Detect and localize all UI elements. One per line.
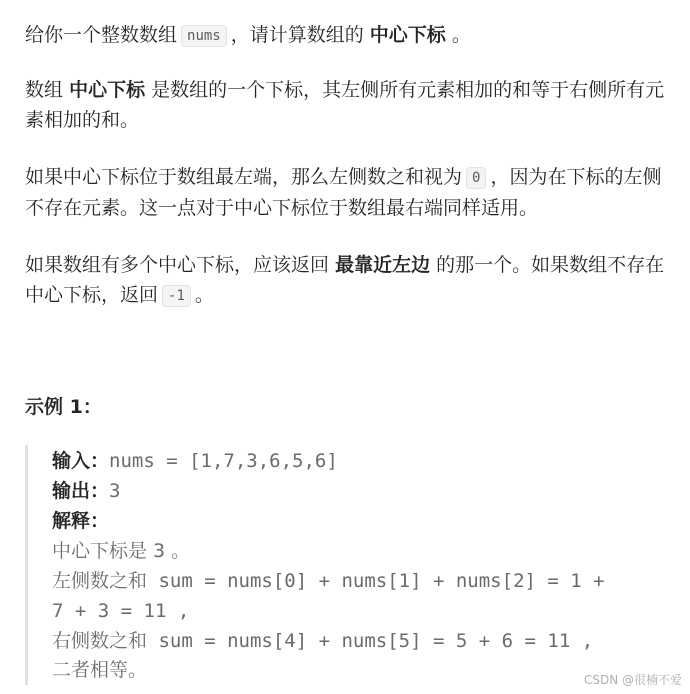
minus-one-code: -1: [162, 285, 191, 307]
definition-bold-term: 中心下标: [69, 79, 146, 101]
multiple-text-2: 的那一个。如果数组不存在中心下标，返回: [25, 254, 665, 306]
leftmost-paragraph: [25, 162, 665, 223]
intro-paragraph: [25, 20, 665, 51]
example-input-line: [52, 446, 338, 476]
input-label: 输入：: [52, 450, 110, 472]
right-sum-formula: sum = nums[4] + nums[5] = 5 + 6 = 11 ,: [147, 630, 594, 652]
definition-text-1: 数组: [25, 79, 64, 101]
multiple-text-1: 如果数组有多个中心下标，应该返回: [25, 254, 330, 276]
output-value: 3: [109, 480, 121, 502]
zero-code: 0: [466, 167, 486, 189]
left-sum-formula: sum = nums[0] + nums[1] + nums[2] = 1 +: [147, 570, 605, 592]
intro-text-3: 。: [451, 24, 471, 46]
explain-line-3: 7 + 3 = 11 ,: [52, 600, 190, 622]
output-label: 输出：: [52, 480, 110, 502]
nums-code: nums: [181, 25, 227, 47]
multiple-bold-term: 最靠近左边: [335, 254, 431, 276]
leftmost-text-1: 如果中心下标位于数组最左端，那么左侧数之和视为: [25, 166, 463, 188]
explain-line-2: [52, 566, 605, 596]
intro-text-1: 给你一个整数数组: [25, 24, 178, 46]
right-sum-label: 右侧数之和: [52, 630, 148, 652]
example-explain-line: [52, 506, 109, 536]
leftmost-text-2: ，因为在下标的左侧不存在元素。这一点对于中心下标位于数组最右端同样适用。: [25, 166, 662, 219]
definition-text-2: 是数组的一个下标，其左侧所有元素相加的和等于右侧所有元素相加的和。: [25, 79, 665, 131]
intro-text-2: ，请计算数组的: [230, 24, 364, 46]
multiple-paragraph: [25, 250, 665, 311]
csdn-watermark: CSDN @很楠不爱: [583, 673, 682, 687]
explain-line-5: 二者相等。: [52, 659, 148, 681]
input-value: nums = [1,7,3,6,5,6]: [109, 450, 338, 472]
left-sum-label: 左侧数之和: [52, 570, 148, 592]
multiple-text-3: 。: [194, 284, 214, 306]
explain-line-4: [52, 626, 593, 656]
example-block: [25, 445, 678, 685]
intro-bold-term: 中心下标: [369, 24, 446, 46]
explain-label: 解释：: [52, 510, 110, 532]
example-heading: 示例 1：: [25, 396, 102, 418]
definition-paragraph: [25, 75, 665, 135]
explain-line-1: 中心下标是 3 。: [52, 540, 191, 562]
example-output-line: [52, 476, 120, 506]
